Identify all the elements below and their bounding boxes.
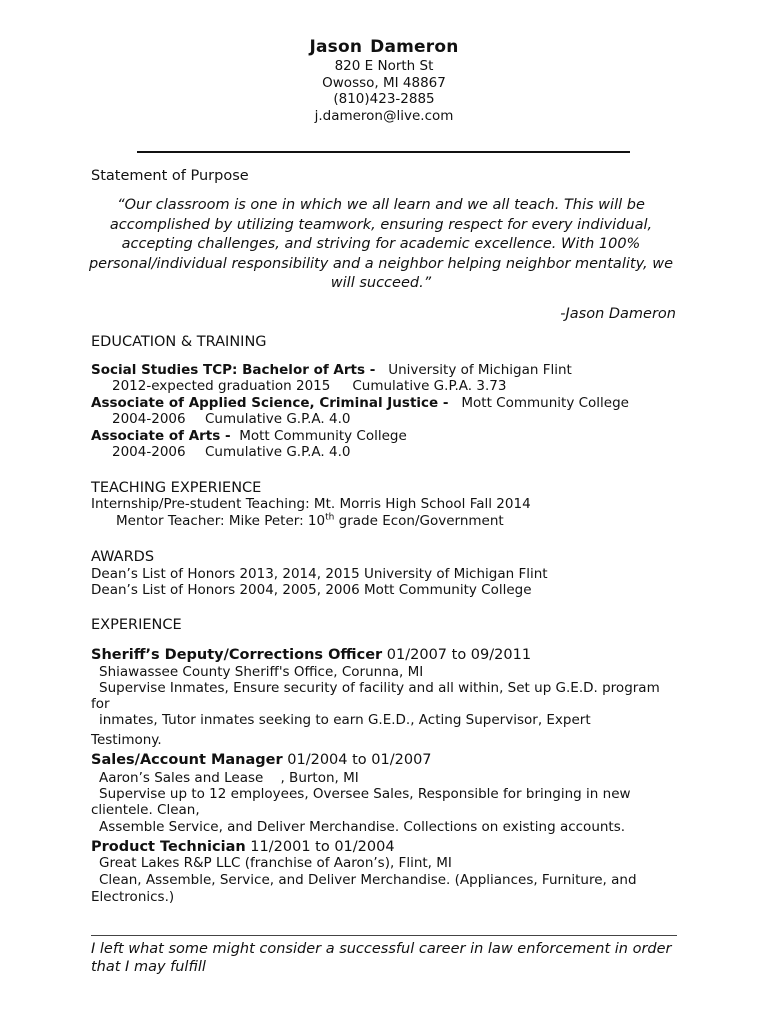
address-line-1: 820 E North St <box>334 58 434 74</box>
job-description-line: Supervise up to 12 employees, Oversee Sales, Responsible for bringing in new <box>99 786 631 802</box>
job-description-line: Assemble Service, and Deliver Merchandise. Collections on existing accounts. <box>99 819 626 835</box>
education-entry-details: 2004-2006 Cumulative G.P.A. 4.0 <box>112 411 351 427</box>
phone-number: (810)423-2885 <box>333 91 435 107</box>
address-line-2: Owosso, MI 48867 <box>322 74 446 91</box>
job-description-line: Electronics.) <box>91 889 175 905</box>
job-description-line: inmates, Tutor inmates seeking to earn G.E.D., Acting Supervisor, Expert <box>99 712 591 728</box>
awards-heading: AWARDS <box>91 549 155 565</box>
education-entry-degree: Associate of Applied Science, Criminal Justice - Mott Community College <box>91 395 629 411</box>
job-title: Sheriff’s Deputy/Corrections Officer 01/2007 to 09/2011 <box>91 647 532 663</box>
job-title: Sales/Account Manager 01/2004 to 01/2007 <box>91 752 432 768</box>
teaching-internship: Internship/Pre-student Teaching: Mt. Morris High School Fall 2014 <box>91 496 531 512</box>
job-description-line: Testimony. <box>91 732 162 748</box>
job-description-line: Clean, Assemble, Service, and Deliver Merchandise. (Appliances, Furniture, and <box>99 872 637 888</box>
purpose-heading: Statement of Purpose <box>91 168 249 184</box>
experience-heading: EXPERIENCE <box>91 617 182 633</box>
education-entry-degree: Social Studies TCP: Bachelor of Arts - University of Michigan Flint <box>91 362 572 378</box>
teaching-mentor: Mentor Teacher: Mike Peter: 10th grade Econ/Government <box>116 512 504 529</box>
purpose-quote: “Our classroom is one in which we all learn and we all teach. This will be accomplished by utilizing teamwork, ensuring respect for every individual, accepting challenges, and striving for academic excellence. With 100% personal/individual responsibility and a neighbor helping neighbor mentality, we will succeed.” <box>88 197 674 291</box>
teaching-heading: TEACHING EXPERIENCE <box>91 480 262 496</box>
award-item: Dean’s List of Honors 2004, 2005, 2006 Mott Community College <box>91 582 532 598</box>
footer-note: I left what some might consider a successful career in law enforcement in order that I may fulfill <box>91 941 672 975</box>
purpose-attribution: -Jason Dameron <box>560 306 676 322</box>
email-address: j.dameron@live.com <box>314 107 454 124</box>
resume-header <box>0 36 768 124</box>
education-entry-degree: Associate of Arts - Mott Community College <box>91 428 407 444</box>
award-item: Dean’s List of Honors 2013, 2014, 2015 University of Michigan Flint <box>91 566 548 582</box>
education-entry-details: 2004-2006 Cumulative G.P.A. 4.0 <box>112 444 351 460</box>
job-description-line: clientele. Clean, <box>91 802 200 818</box>
job-description-line: Supervise Inmates, Ensure security of facility and all within, Set up G.E.D. program <box>99 680 660 696</box>
education-heading: EDUCATION & TRAINING <box>91 334 267 350</box>
header-divider <box>137 151 630 153</box>
job-description-line: for <box>91 696 110 712</box>
job-employer: Shiawassee County Sheriff's Office, Corunna, MI <box>99 664 424 680</box>
applicant-name: Jason Dameron <box>309 37 459 57</box>
job-employer: Great Lakes R&P LLC (franchise of Aaron’s), Flint, MI <box>99 855 452 871</box>
job-employer: Aaron’s Sales and Lease , Burton, MI <box>99 770 359 786</box>
job-title: Product Technician 11/2001 to 01/2004 <box>91 839 395 855</box>
footer-divider <box>91 935 677 936</box>
education-entry-details: 2012-expected graduation 2015 Cumulative G.P.A. 3.73 <box>112 378 507 394</box>
